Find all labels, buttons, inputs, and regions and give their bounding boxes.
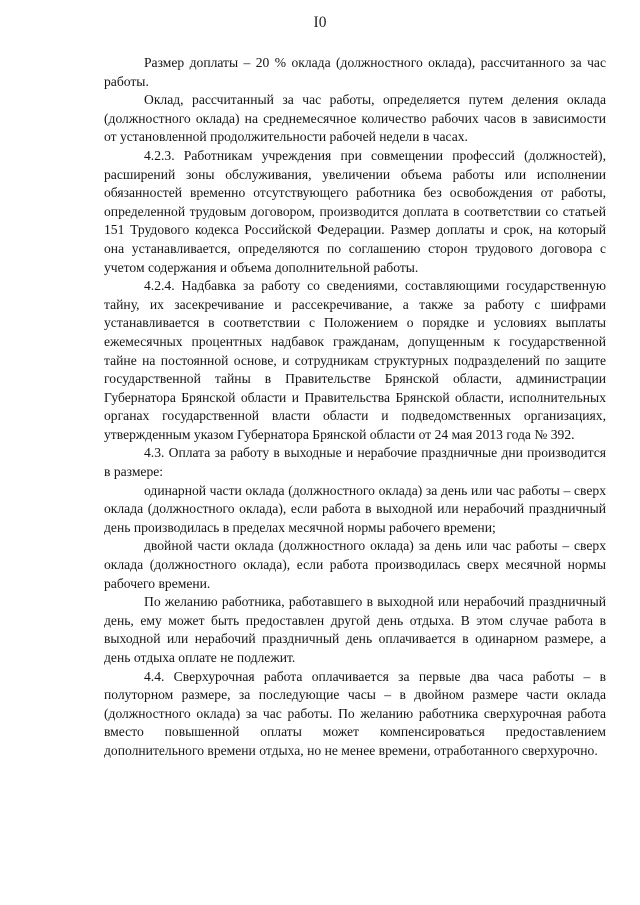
- paragraph-4-4: 4.4. Сверхурочная работа оплачивается за первые два часа работы – в полуторном размере, за последующие часы – в двойном размере части оклада (должностного оклада) за час работы. По желанию работника сверхурочная работа вместо повышенной оплаты может компенсироваться предоставлением дополнительного времени отдыха, но не менее времени, отработанного сверхурочно.: [104, 668, 606, 758]
- paragraph-hourly-salary: Оклад, рассчитанный за час работы, определяется путем деления оклада (должностного оклада) на среднемесячное количество рабочих часов в зависимости от установленной продолжительности рабочей недели в часах.: [104, 92, 606, 145]
- paragraph-4-2-4: 4.2.4. Надбавка за работу со сведениями, составляющими государственную тайну, их засекречивание и рассекречивание, а также за работу с шифрами устанавливается в соответствии с Положением о порядке и условиях выплаты ежемесячных процентных надбавок гражданам, допущенным к государственной тайне на постоянной основе, и сотрудникам структурных подразделений по защите государственной тайны в Правительстве Брянской области, администрации Губернатора Брянской области и Правительства Брянской области, исполнительных органах государственной власти области и подведомственных организациях, утвержденным указом Губернатора Брянской области от 24 мая 2013 года № 392.: [104, 278, 606, 442]
- paragraph-day-off: По желанию работника, работавшего в выходной или нерабочий праздничный день, ему может быть предоставлен другой день отдыха. В этом случае работа в выходной или нерабочий праздничный день оплачивается в одинарном размере, а день отдыха оплате не подлежит.: [104, 594, 606, 665]
- document-body: [104, 54, 606, 761]
- page-number: I0: [313, 14, 327, 31]
- paragraph-4-3: 4.3. Оплата за работу в выходные и нерабочие праздничные дни производится в размере:: [104, 445, 606, 480]
- paragraph-4-2-3: 4.2.3. Работникам учреждения при совмещении профессий (должностей), расширений зоны обслуживания, увеличении объема работы или исполнении обязанностей временно отсутствующего работника без освобождения от работы, определенной трудовым договором, производится доплата в соответствии со статьей 151 Трудового кодекса Российской Федерации. Размер доплаты и срок, на который она устанавливается, определяются по соглашению сторон трудового договора с учетом содержания и объема дополнительной работы.: [104, 147, 606, 275]
- paragraph-double-rate: двойной части оклада (должностного оклада) за день или час работы – сверх оклада (должностного оклада), если работа производилась сверх месячной нормы рабочего времени.: [104, 538, 606, 591]
- paragraph-single-rate: одинарной части оклада (должностного оклада) за день или час работы – сверх оклада (должностного оклада), если работа в выходной или нерабочий праздничный день производилась в пределах месячной нормы рабочего времени;: [104, 482, 606, 535]
- paragraph-surcharge-size: Размер доплаты – 20 % оклада (должностного оклада), рассчитанного за час работы.: [104, 55, 606, 89]
